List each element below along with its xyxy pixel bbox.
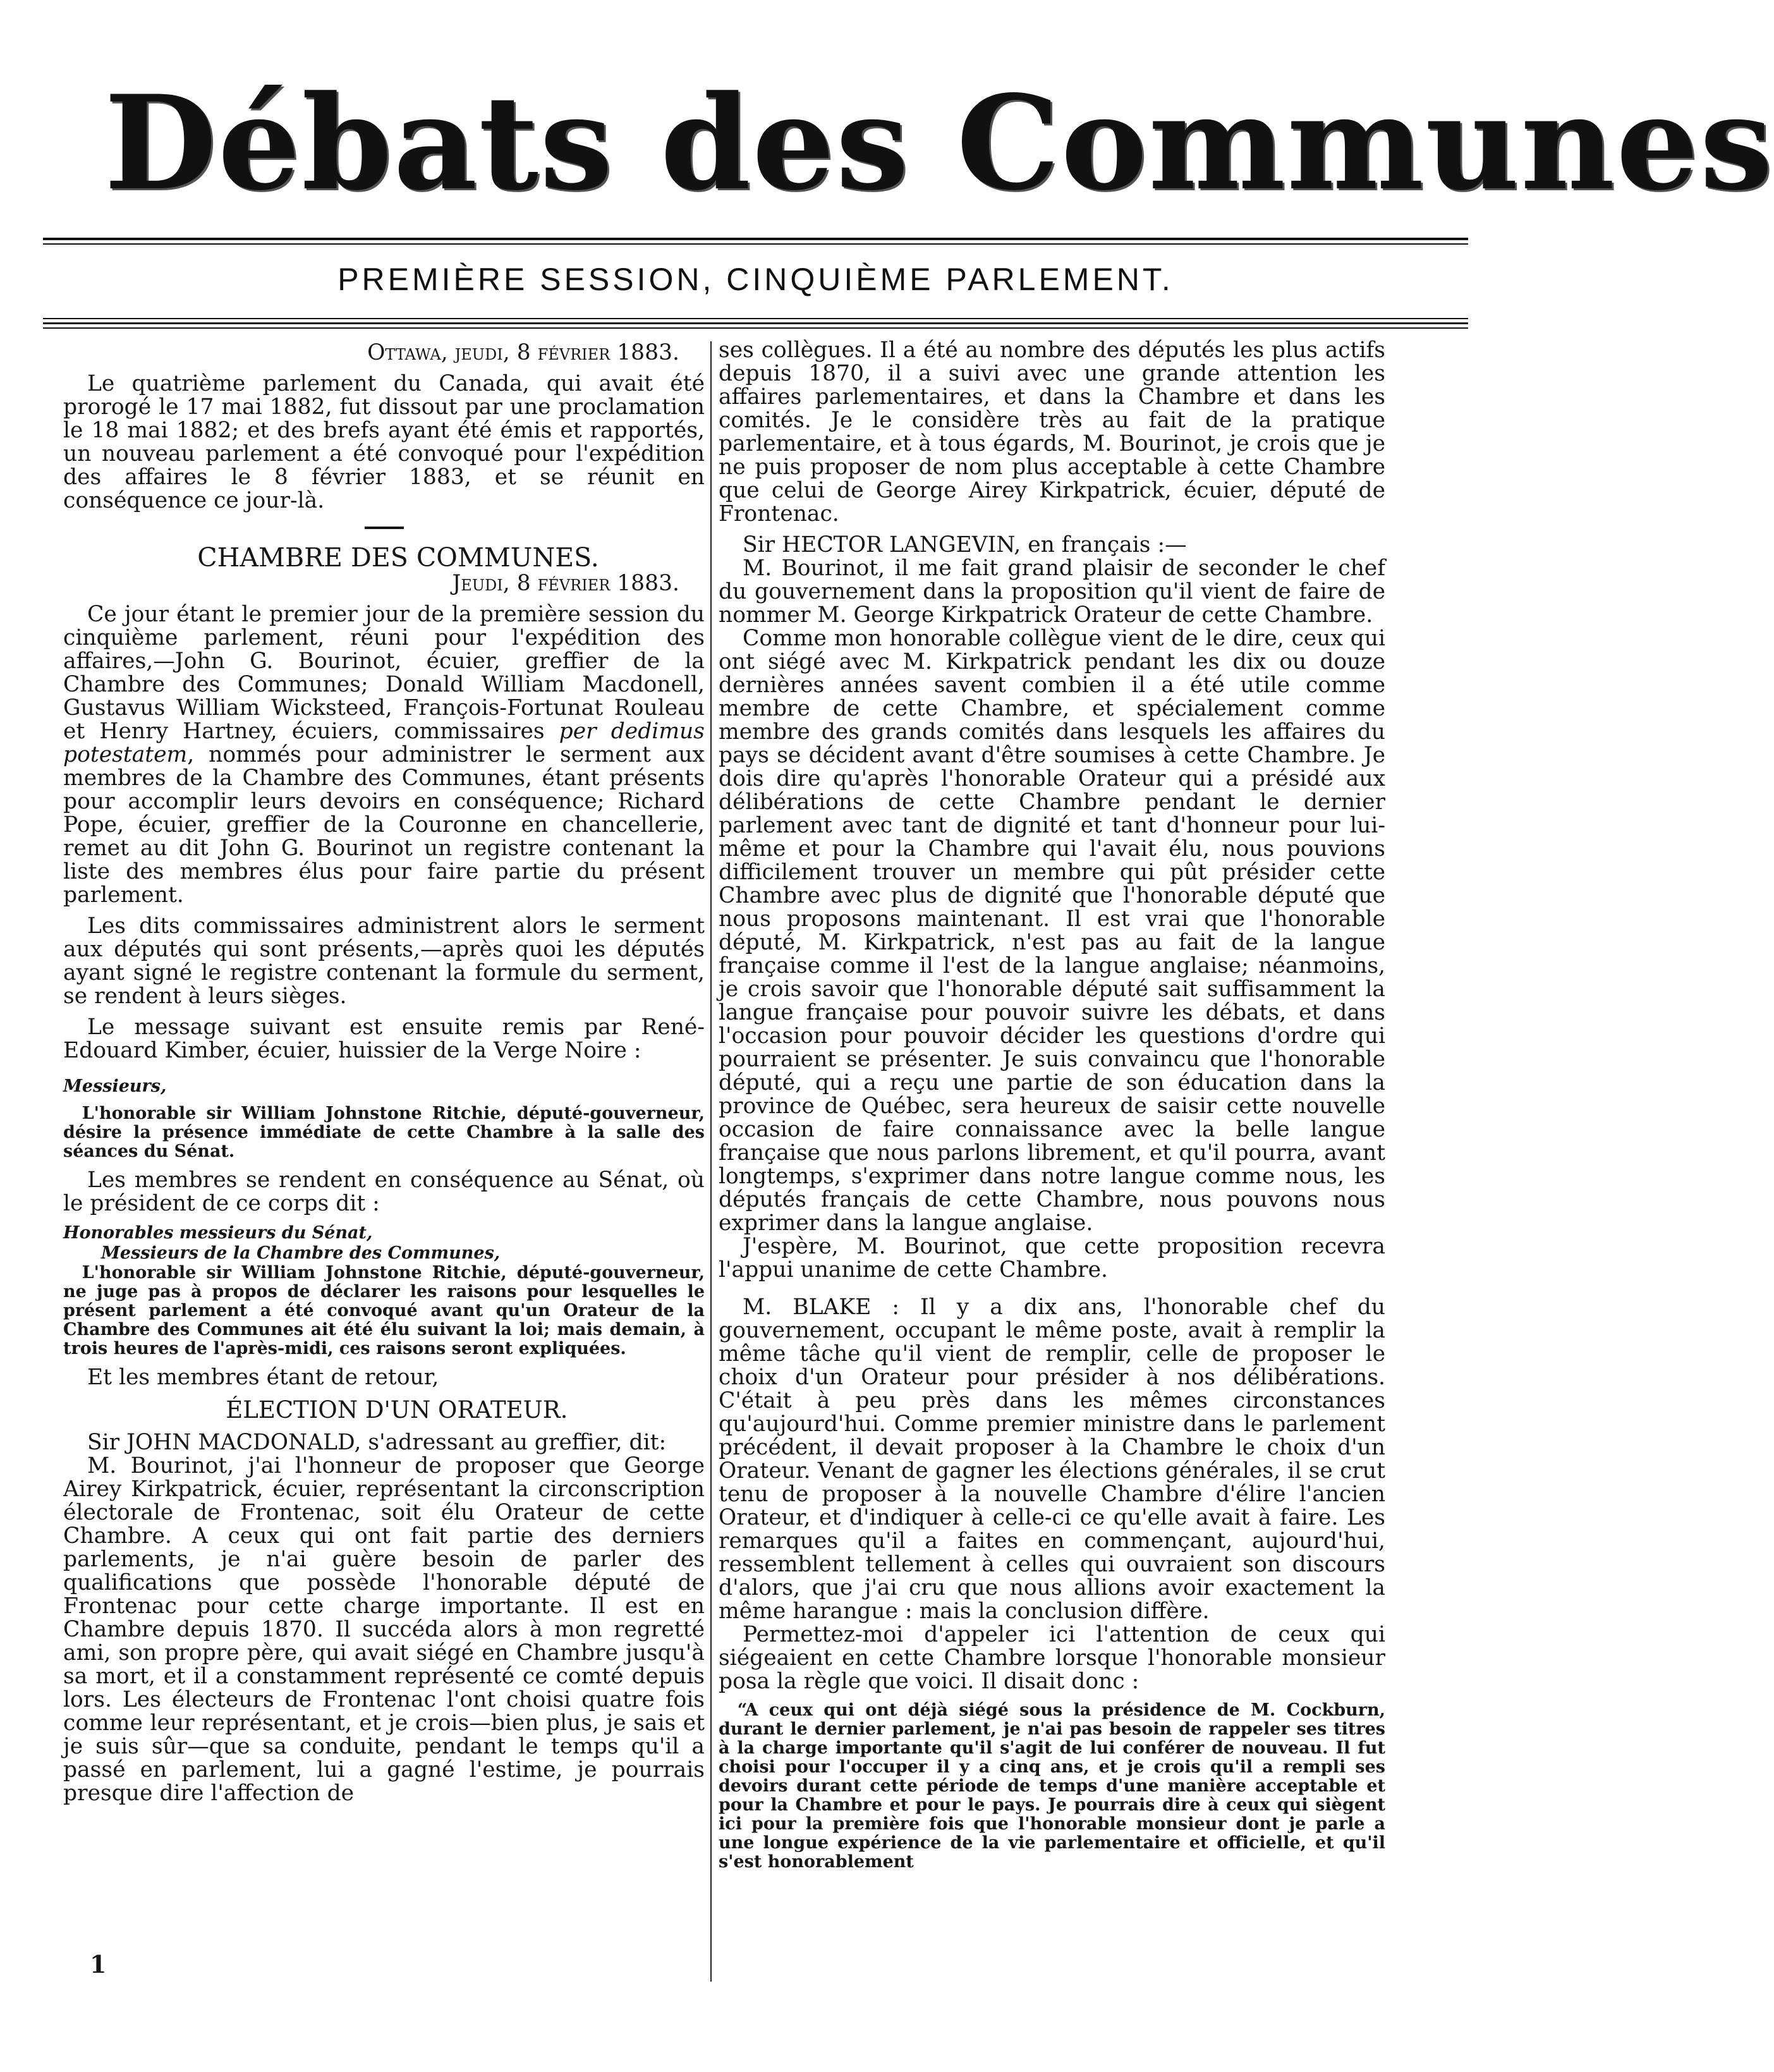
masthead-title: Débats des Communes: [104, 68, 1774, 219]
paragraph-macdonald-speech: M. Bourinot, j'ai l'honneur de proposer que George Airey Kirkpatrick, écuier, représentant la circonscription électorale de Frontenac, soit élu Orateur de cette Chambre. A ceux qui ont fait partie des derniers parlements, je n'ai guère besoin de parler des qualifications que possède l'honorable député de Frontenac pour cette charge importante. Il est en Chambre depuis 1870. Il succéda alors à mon regretté ami, son propre père, qui avait siégé en Chambre jusqu'à sa mort, et il a constamment représenté ce comté depuis lors. Les électeurs de Frontenac l'ont choisi quatre fois comme leur représentant, et je crois—bien plus, je sais et je suis sûr—que sa conduite, pendant le temps qu'il a passé en parlement, lui a gagné l'estime, je pourrais presque dire l'affection de: [63, 1453, 705, 1806]
speaker-macdonald: Sir JOHN MACDONALD: [87, 1430, 355, 1455]
right-column: [719, 339, 1385, 1872]
column-divider: [710, 341, 712, 1982]
heading-election: ÉLECTION D'UN ORATEUR.: [226, 1396, 568, 1423]
commons-salutation: Messieurs de la Chambre des Communes,: [101, 1243, 501, 1263]
langevin-intro-text: , en français :—: [1014, 532, 1187, 558]
paragraph-message-intro: Le message suivant est ensuite remis par René-Edouard Kimber, écuier, huissier de la Verge Noire :: [63, 1015, 705, 1063]
commissioners-text-a: Ce jour étant le premier jour de la première session du cinquième parlement, réuni pour l'expédition des affaires,—John G. Bourinot, écuier, greffier de la Chambre des Communes; Donald William Macdonell, Gustavus William Wicksteed, François-Fortunat Rouleau et Henry Hartney, écuiers, commissaires: [63, 602, 705, 744]
paragraph-langevin-1: M. Bourinot, il me fait grand plaisir de seconder le chef du gouvernement dans la proposition qu'il vient de faire de nommer M. George Kirkpatrick Orateur de cette Chambre.: [719, 556, 1385, 628]
paragraph-langevin-3: J'espère, M. Bourinot, que cette proposition recevra l'appui unanime de cette Chambre.: [719, 1234, 1385, 1283]
session-subtitle: PREMIÈRE SESSION, CINQUIÈME PARLEMENT.: [337, 262, 1174, 297]
page-number: 1: [90, 1950, 107, 1978]
message-salutation: Messieurs,: [63, 1076, 167, 1096]
paragraph-commissioners: [63, 603, 705, 907]
dateline-2: Jeudi, 8 février 1883.: [452, 571, 679, 596]
dateline: Ottawa, jeudi, 8 février 1883.: [367, 340, 679, 365]
subtitle-rule-1: [43, 318, 1468, 319]
paragraph-macdonald-continued: ses collègues. Il a été au nombre des députés les plus actifs depuis 1870, il a suivi avec une grande attention les affaires parlementaires, et dans la Chambre et dans les comités. Je le considère très au fait de la pratique parlementaire, et à tous égards, M. Bourinot, je crois que je ne puis proposer de nom plus acceptable à cette Chambre que celui de George Airey Kirkpatrick, écuier, député de Frontenac.: [719, 338, 1385, 527]
macdonald-intro-text: , s'adressant au greffier, dit:: [354, 1430, 667, 1455]
senate-salutation: Honorables messieurs du Sénat,: [63, 1223, 373, 1243]
paragraph-langevin-intro: [719, 533, 1385, 557]
left-column: [63, 341, 705, 1805]
paragraph-macdonald-intro: [63, 1431, 705, 1454]
paragraph-langevin-2: Comme mon honorable collègue vient de le dire, ceux qui ont siégé avec M. Kirkpatrick pendant les dix ou douze dernières années savent combien il a été utile comme membre de cette Chambre, et spécialement comme membre des grands comités dans lesquels les affaires du pays se décident avant d'être soumises à cette Chambre. Je dois dire qu'après l'honorable Orateur qui a présidé aux délibérations de cette Chambre pendant le dernier parlement avec tant de dignité et tant d'honneur pour lui-même et pour la Chambre qui l'avait élu, nous pouvions difficilement trouver un membre qui pût présider cette Chambre avec plus de dignité que l'honorable député que nous proposons maintenant. Il est vrai que l'honorable député, M. Kirkpatrick, n'est pas au fait de la langue française comme il l'est de la langue anglaise; néanmoins, je crois savoir que l'honorable député sait suffisamment la langue française pour pouvoir suivre les débats, et dans l'occasion pour pouvoir décider les questions d'ordre qui pourraient se présenter. Je suis convaincu que l'honorable député, qui a reçu une partie de son éducation dans la province de Québec, sera heureux de saisir cette nouvelle occasion de faire connaissance avec la belle langue française que nous parlons librement, et qu'il pourra, avant longtemps, s'exprimer dans notre langue comme nous, les députés français de cette Chambre, nous pouvons nous exprimer dans la langue anglaise.: [719, 626, 1385, 1236]
subtitle-rule-3: [43, 327, 1468, 329]
heading-chambre: CHAMBRE DES COMMUNES.: [197, 542, 599, 573]
paragraph-oath: Les dits commissaires administrent alors le serment aux députés qui sont présents,—après quoi les députés ayant signé le registre contenant la formule du serment, se rendent à leurs sièges.: [63, 913, 705, 1009]
commissioners-latin: per dedimus potestatem: [63, 719, 705, 767]
paragraph-return: Et les membres étant de retour,: [87, 1365, 439, 1390]
paragraph-blake: [719, 1296, 1385, 1623]
subtitle-rule-2: [43, 322, 1468, 324]
paragraph-senate: Les membres se rendent en conséquence au Sénat, où le président de ce corps dit :: [63, 1167, 705, 1216]
paragraph-prorogation: Le quatrième parlement du Canada, qui avait été prorogé le 17 mai 1882, fut dissout par une proclamation le 18 mai 1882; et des brefs ayant été émis et rapportés, un nouveau parlement a été convoqué pour l'expédition des affaires le 8 février 1883, et se réunit en conséquence ce jour-là.: [63, 371, 705, 513]
quotation: “A ceux qui ont déjà siégé sous la présidence de M. Cockburn, durant le dernier parlement, je n'ai pas besoin de rappeler ses titres à la charge importante qu'il s'agit de lui conférer de nouveau. Il fut choisi pour l'occuper il y a cinq ans, et je crois qu'il a rempli ses devoirs durant cette période de temps d'une manière acceptable et pour la Chambre et pour le pays. Je pourrais dire à ceux qui siègent ici pour la première fois que l'honorable monsieur dont je parle a une longue expérience de la vie parlementaire et officielle, et qu'il s'est honorablement: [719, 1700, 1385, 1872]
paragraph-blake-2: Permettez-moi d'appeler ici l'attention de ceux qui siégeaient en cette Chambre lorsque l'honorable monsieur posa la règle que voici. Il disait donc :: [719, 1622, 1385, 1694]
masthead-rule-top-thin: [43, 243, 1468, 245]
blake-speech: : Il y a dix ans, l'honorable chef du gouvernement, occupant le même poste, avait à remplir la même tâche qu'il vient de remplir, celle de proposer le choix d'un Orateur pour présider à nos délibérations. C'était à peu près dans les mêmes circonstances qu'aujourd'hui. Comme premier ministre dans le parlement précédent, il devait proposer à la Chambre le choix d'un Orateur. Venant de gagner les élections générales, il se crut tenu de proposer à la nouvelle Chambre d'élire l'ancien Orateur, et d'indiquer à celle-ci ce qu'elle avait à faire. Les remarques qu'il a faites en commençant, aujourd'hui, ressemblent tellement à celles qui ouvraient son discours d'alors, que j'ai cru que nous allions avoir exactement la même harangue : mais la conclusion diffère.: [719, 1295, 1385, 1624]
masthead-rule-top: [43, 238, 1468, 240]
senate-message-body: L'honorable sir William Johnstone Ritchie, député-gouverneur, ne juge pas à propos de déclarer les raisons pour lesquelles le présent parlement a été convoqué avant qu'un Orateur de la Chambre des Communes ait été élu suivant la loi; mais demain, à trois heures de l'après-midi, ces raisons seront expliquées.: [63, 1263, 705, 1358]
speaker-langevin: Sir HECTOR LANGEVIN: [742, 532, 1014, 558]
message-body: L'honorable sir William Johnstone Ritchie, député-gouverneur, désire la présence immédiate de cette Chambre à la salle des séances du Sénat.: [63, 1104, 705, 1161]
masthead: [104, 60, 1774, 228]
commissioners-text-b: , nommés pour administrer le serment aux membres de la Chambre des Communes, étant présents pour accomplir leurs devoirs en conséquence; Richard Pope, écuier, greffier de la Couronne en chancellerie, remet au dit John G. Bourinot un registre contenant la liste des membres élus pour faire partie du présent parlement.: [63, 742, 705, 908]
speaker-blake: M. BLAKE: [742, 1295, 872, 1320]
